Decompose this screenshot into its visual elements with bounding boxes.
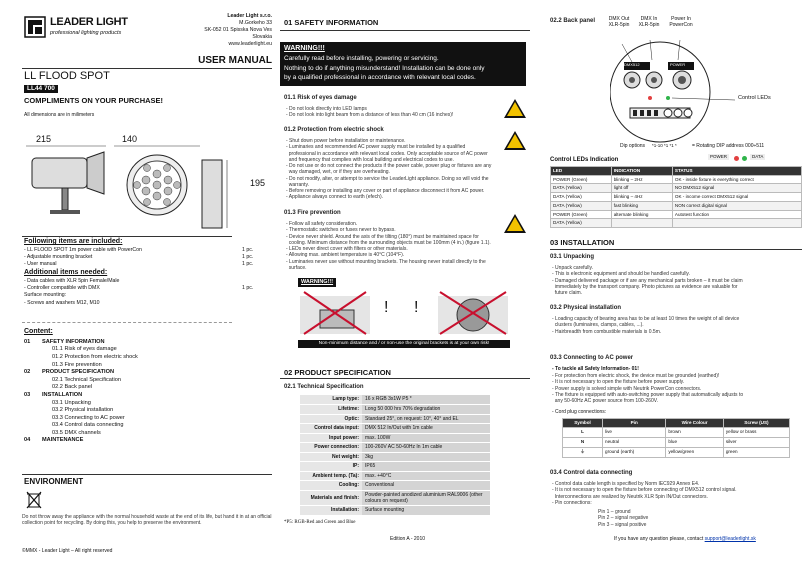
install-line: immediately by the transport company. Photo pictures as evidence are valuable for [552,283,738,290]
address-line: SK-052 01 Spisska Nova Ves [204,27,272,34]
safety-line: - Shut down power before installation or maintenance. [286,138,406,144]
safety-line: - LEDs never direct cover with filters or other materials. [286,246,408,252]
item-text: - LL FLOOD SPOT 1m power cable with PowerCon [24,246,142,253]
product-sketch [22,130,272,230]
environment-text: Do not throw away the appliance with the normal household waste at the end of its life, but hand it in at an official collection point for recycling. By doing this, you help to preserve the environment. [22,514,272,527]
toc-label: SAFETY INFORMATION [42,338,105,345]
leds-cell [611,219,672,228]
company-web: www.leaderlight.eu [228,41,272,48]
figure-warning: WARNING!!! [298,278,336,287]
safety-line: - Allowing max. ambient temperature is 40°C (104°F). [286,252,405,259]
ac-title: 03.3 Connecting to AC power [550,355,634,361]
column-left [22,0,272,562]
item-text: - Controller compatible with DMX [24,285,100,292]
spec-row [300,506,490,516]
cord-table [562,418,790,458]
leds-row [551,201,802,210]
item-row [24,300,270,307]
s1-title: 01.1 Risk of eyes damage [284,95,357,101]
laser-warning-icon [504,99,526,118]
install-line: - It is not necessary to open the fixture before connecting of DMX512 control signal. [552,487,737,494]
back-panel-diagram [610,38,740,150]
install-line: - Pin connections: [552,499,592,506]
spec-key: Lamp type: [300,395,362,405]
leds-cell: alternate blinking [611,210,672,219]
spec-value: Conventional [362,481,490,491]
doc-title: USER MANUAL [198,55,272,66]
leds-cell: fast blinking [611,201,672,210]
figure-mark: ! [414,299,419,316]
toc-num: 03 [24,391,31,398]
spec-footnote: *P5: RGB-Red and Green and Blue [284,520,356,525]
install-line: - Loading capacity of bearing area has to be at least 10 times the weight of all device [552,316,740,322]
spec-key: Input power: [300,433,362,443]
backpanel-title: 02.2 Back panel [550,18,596,24]
spec-row [300,462,490,472]
divider [22,236,232,237]
fire-warning-icon [504,214,526,233]
cord-cell: yellow/green [666,447,724,457]
panel-dmx-label: DMX512 [624,62,640,67]
toc-label: 01.1 Risk of eyes damage [52,346,117,353]
item-row [24,292,270,299]
install-line: - This is electronic equipment and should be handled carefully. [552,271,690,278]
pin-line: Pin 1 – ground [598,509,631,515]
leds-cell: OK - inside fixture is everything correct [672,175,801,184]
spec-key: Optic: [300,414,362,424]
safety-line: - Luminaries never use without mounting brackets. The housing never install directly to the [286,258,486,265]
leds-cell: DATA (Yellow) [551,219,612,228]
spec-key: Materials and finish: [300,490,362,506]
divider [22,68,272,69]
leds-cell: light off [611,184,672,193]
support-email-link[interactable]: support@leaderlight.sk [704,536,756,542]
toc-label: 01.3 Fire prevention [52,361,102,368]
spec-value: Long 50 000 hrs 70% degradation [362,405,490,415]
spec-value: 3kg [362,452,490,462]
spec-value: Powder-painted anodized aluminium RAL9006 (other colours on request) [362,490,490,506]
spec-key: Installation: [300,506,362,516]
toc-item[interactable] [24,422,234,430]
divider [22,322,232,323]
spec-value: DMX 512 In/Out with 1m cable [362,424,490,434]
toc-label: 03.2 Physical installation [52,407,114,414]
spec-value: Standard 25°, on request: 10°, 40° and EL [362,414,490,424]
safety-line: - Do not look directly into LED lamps [286,106,367,112]
cord-header: Screw (US) [723,419,789,428]
pin-line: Pin 2 – signal negative [598,515,649,522]
spec-subtitle: 02.1 Technical Specification [284,384,364,390]
safety-line: warranty. [286,181,309,188]
toc-label: PRODUCT SPECIFICATION [42,369,114,376]
leds-row [551,210,802,219]
brand-logo [24,14,144,40]
spec-row [300,414,490,424]
control-data-list [552,481,802,506]
company-address [204,13,272,48]
item-row [24,254,270,261]
items-section [24,238,270,307]
leds-cell: NON correct digital signal [672,201,801,210]
s2-title: 01.2 Protection from electric shock [284,127,384,133]
cord-cell: ground (earth) [603,447,666,457]
spec-value: 16 x RGB 3x1W P5 * [362,395,490,405]
install-line: - Hairbreadth from combustible materials is 0.5m. [552,328,662,335]
spec-key: IP: [300,462,362,472]
dip-numbers: *1-10 *1 *1 * [652,143,677,148]
included-title: Following items are included: [24,238,123,245]
item-text: - Data cables with XLR 5pin Female/Male [24,278,120,285]
leds-row [551,219,802,228]
safety-line: way damaged, wet, or if they are overheating. [286,169,390,176]
cord-row [563,437,790,447]
label-dip: Dip options [620,143,646,149]
leds-row [551,175,802,184]
ac-bold-note: - To tackle all Safety Information- 01! [552,366,639,372]
warning-line: by a qualified professional in accordance with relevant local codes. [284,74,476,82]
address-line: Slovakia [252,34,272,41]
divider [550,249,802,250]
recycle-bin-icon [26,490,42,510]
toc-item[interactable] [24,407,234,415]
figure-mark: ! [384,299,389,316]
toc-item[interactable] [24,354,234,362]
toc-item[interactable] [24,346,234,354]
item-text: - Adjustable mounting bracket [24,253,93,260]
cord-cell: green [723,447,789,457]
warning-title: WARNING!!! [284,45,325,52]
install-line: clusters (luminaires, clamps, cables, ...). [552,322,644,329]
safety-line: - Do not use or do not connect the products if the power cable, power plug or fixtures are any [286,163,492,169]
cord-row [563,427,790,437]
item-qty: 1 pc. [242,253,254,260]
product-name: LL FLOOD SPOT [24,70,110,82]
install-line: - Power supply is solved simple with Neutrik PowerCon connectors. [552,385,702,392]
label-dmx-in: DMX In XLR-5pin [638,16,660,29]
install-line: - Unpack carefully. [552,265,594,271]
spec-row [300,471,490,481]
item-text: - User manual [24,261,57,268]
safety-line: - Appliance always connect to earth (efech). [286,194,383,201]
safety-line: cooling. Minimum distance from the surrounding objects must be 100mm (4 in.) (figure 1.1). [286,239,491,246]
toc-label: MAINTENANCE [42,437,84,444]
dim-depth: 140 [122,134,138,144]
physical-title: 03.2 Physical installation [550,305,622,311]
spec-key: Cooling: [300,481,362,491]
company-name: Leader Light s.r.o. [227,13,272,19]
electric-warning-icon [504,131,526,150]
footer-question: If you have any question please, contact [614,536,705,542]
cord-cell: ⏚ [563,447,603,457]
cord-cell: silver [723,437,789,447]
safety-line: - Thermostatic switches or fuses never to bypass. [286,227,396,234]
label-rotating-dip: = Rotating DIP address 000÷511 [692,143,765,149]
item-row [24,261,270,268]
toc-label: 03.1 Unpacking [52,399,91,406]
leds-row [551,184,802,193]
spec-row [300,405,490,415]
spec-row [300,395,490,405]
s1-list [286,106,501,119]
item-row [24,247,270,254]
toc-item[interactable] [24,384,234,392]
label-power-in: Power In PowerCon [669,16,693,29]
spec-table [300,395,490,516]
leds-cell: DATA (Yellow) [551,193,612,202]
cord-header: Symbol [563,419,603,428]
spec-key: Power connection: [300,443,362,453]
legend-data: DATA [752,154,764,159]
congrats-heading: COMPLIMENTS ON YOUR PURCHASE! [24,96,164,105]
leds-cell: blinking – 2Hz [611,175,672,184]
item-qty: 1 pc. [242,285,254,292]
cord-row [563,447,790,457]
pin-line: Pin 3 – signal positive [598,521,647,528]
s2-list [286,138,501,201]
leds-cell: DATA (Yellow) [551,184,612,193]
led-legend [708,154,788,163]
toc-item[interactable] [24,437,234,445]
footer-left: ©MMX - Leader Light – All right reserved [22,548,113,554]
safety-line: - Follow all safety consideration. [286,221,358,227]
divider [280,378,530,379]
column-right [550,0,802,562]
column-middle [280,0,530,562]
warning-line: Carefully read before installing, powering or servicing. [284,54,439,62]
unpack-list [552,265,802,296]
needed-title: Additional items needed: [24,269,108,277]
toc-label: 03.5 DMX channels [52,429,101,436]
toc-label: INSTALLATION [42,391,83,398]
leds-header: STATUS [672,167,801,176]
item-row [24,285,270,292]
cord-cell: neutral [603,437,666,447]
spec-row [300,443,490,453]
dim-width: 215 [36,134,52,144]
control-data-title: 03.4 Control data connecting [550,470,633,476]
spec-row [300,490,490,506]
distance-figure [298,278,510,350]
dim-height: 195 [250,178,266,188]
toc-label: 02.1 Technical Specification [52,376,121,383]
cord-header: Pin [603,419,666,428]
toc-item[interactable] [24,377,234,385]
s3-title: 01.3 Fire prevention [284,210,341,216]
item-text: Surface mounting: [24,292,67,299]
cord-cell: N [563,437,603,447]
leds-cell: blinking – 4Hz [611,193,672,202]
install-line: - For protection from electric shock, the device must be grounded (earthed)! [552,373,720,379]
product-code: LL44 700 [24,85,58,93]
toc-num: 04 [24,437,31,444]
leds-header: INDICATION [611,167,672,176]
figure-caption: Non-minimum distance and / or non-use the original brackets is at your own risk! [298,340,510,348]
leds-cell [672,219,801,228]
safety-line: professional in accordance with relevant local codes. Only acceptable source of AC power [286,150,488,157]
toc-item[interactable] [24,430,234,438]
toc-item[interactable] [24,369,234,377]
included-list [24,247,270,269]
cord-cell: live [603,427,666,437]
spec-value: IP65 [362,462,490,472]
spec-row [300,481,490,491]
leds-cell: Autotest function [672,210,801,219]
logo-text: LEADER LIGHT [50,16,128,28]
leds-cell: NO DMX512 signal [672,184,801,193]
figure-sketch [298,288,510,338]
spec-key: Ambient temp. (Ta): [300,471,362,481]
toc-list [24,339,234,445]
data-led-icon [742,156,747,161]
needed-list [24,278,270,307]
leds-cell: POWER (Green) [551,210,612,219]
cord-title: - Cord plug connections: [552,409,607,415]
install-line: - Damaged delivered package or if are any mechanical parts broken – it must be claim [552,277,743,284]
product-drawing [22,130,272,230]
spec-row [300,433,490,443]
item-row [24,278,270,285]
warning-line: Nothing to do if anything misunderstand! Installation can be done only [284,64,485,72]
safety-line: - Luminaries and recommended AC power supply must be installed by a qualified [286,144,466,151]
spec-key: Control data input: [300,424,362,434]
divider [280,30,530,31]
unpack-title: 03.1 Unpacking [550,254,595,260]
install-line: - It is not necessary to open the fixture before power supply. [552,379,685,386]
spec-value: 100-260V AC 50-60Hz In 1m cable [362,443,490,453]
install-line: Interconnections are realized by Neutrik XLR 5pin IN/Out connectors. [552,493,708,500]
label-dmx-out: DMX Out XLR-5pin [608,16,630,29]
footer-right [614,536,756,542]
spec-row [300,424,490,434]
pin-list [598,509,648,528]
toc-item[interactable] [24,362,234,370]
footer-center: Edition A - 2010 [390,536,426,542]
s3-list [286,221,501,271]
install-line: - Control data cable length is specified by Norm IEC929 Annex E4. [552,481,700,487]
cord-cell: yellow or brass [723,427,789,437]
item-text: - Screws and washers M12, M10 [24,299,100,306]
item-qty: 1 pc. [242,261,254,268]
safety-title: 01 SAFETY INFORMATION [284,18,379,27]
divider [22,474,272,475]
item-qty: 1 pc. [242,246,254,253]
safety-line: - Before removing or installing any cover or part of appliance disconnect it from AC power. [286,188,485,194]
physical-list [552,316,802,335]
toc-label: 03.4 Control data connecting [52,422,124,429]
toc-item[interactable] [24,392,234,400]
spec-key: Lifetime: [300,405,362,415]
toc-num: 02 [24,369,31,376]
dims-note: All dimensions are in milimeters [24,112,95,118]
leds-cell: OK - income correct DMX512 signal [672,193,801,202]
safety-line: and frequency that complies with local building and electrical codes to use. [286,156,454,163]
label-control-leds: Control LEDs [738,95,771,101]
warning-box [280,42,526,86]
leds-row [551,193,802,202]
install-line: any 50-60Hz AC power source from 100-260V. [552,398,658,404]
safety-line: - Do not look into light beam from a distance of less than 40 cm (16 inches)! [286,112,454,119]
ac-list [552,373,802,404]
logo-subtitle: professional lighting products [50,30,122,36]
toc-label: 03.3 Connecting to AC power [52,414,125,421]
leds-table [550,166,802,228]
cord-cell: L [563,427,603,437]
spec-value: max. +40°C [362,471,490,481]
panel-power-label: POWER [670,62,686,67]
toc-item[interactable] [24,400,234,408]
cord-header: Wire Colour [666,419,724,428]
spec-row [300,452,490,462]
spec-key: Net weight: [300,452,362,462]
toc-label: 01.2 Protection from electric shock [52,353,138,360]
toc-label: 02.2 Back panel [52,384,93,391]
power-led-icon [734,156,739,161]
toc-item[interactable] [24,415,234,423]
legend-power: POWER [710,154,728,159]
spec-title: 02 PRODUCT SPECIFICATION [284,368,391,377]
install-title: 03 INSTALLATION [550,238,615,247]
install-line: - The fixture is equipped with auto-switching power supply that automatically adjusts to [552,391,744,398]
safety-line: - Device never shield. Around the axis of the tilting (180°) must be maintained space for [286,233,479,240]
leds-cell: DATA (Yellow) [551,201,612,210]
toc-num: 01 [24,338,31,345]
logo-icon [24,16,46,38]
spec-value: max. 100W [362,433,490,443]
environment-title: ENVIRONMENT [24,477,84,486]
spec-value: Surface mounting [362,506,490,516]
install-line: future claim. [552,290,583,296]
cord-cell: brown [666,427,724,437]
leds-header: LED [551,167,612,176]
toc-title: Content: [24,328,53,335]
safety-line: - Do not modify, alter, or attempt to service the LeaderLight appliance. Doing so will void the [286,175,489,182]
address-line: M.Gorkeho 33 [239,20,272,27]
leds-cell: POWER (Green) [551,175,612,184]
toc-item[interactable] [24,339,234,347]
cord-cell: blue [666,437,724,447]
safety-line: surface. [286,264,307,271]
leds-title: Control LEDs Indication [550,157,619,163]
toc [24,328,234,445]
